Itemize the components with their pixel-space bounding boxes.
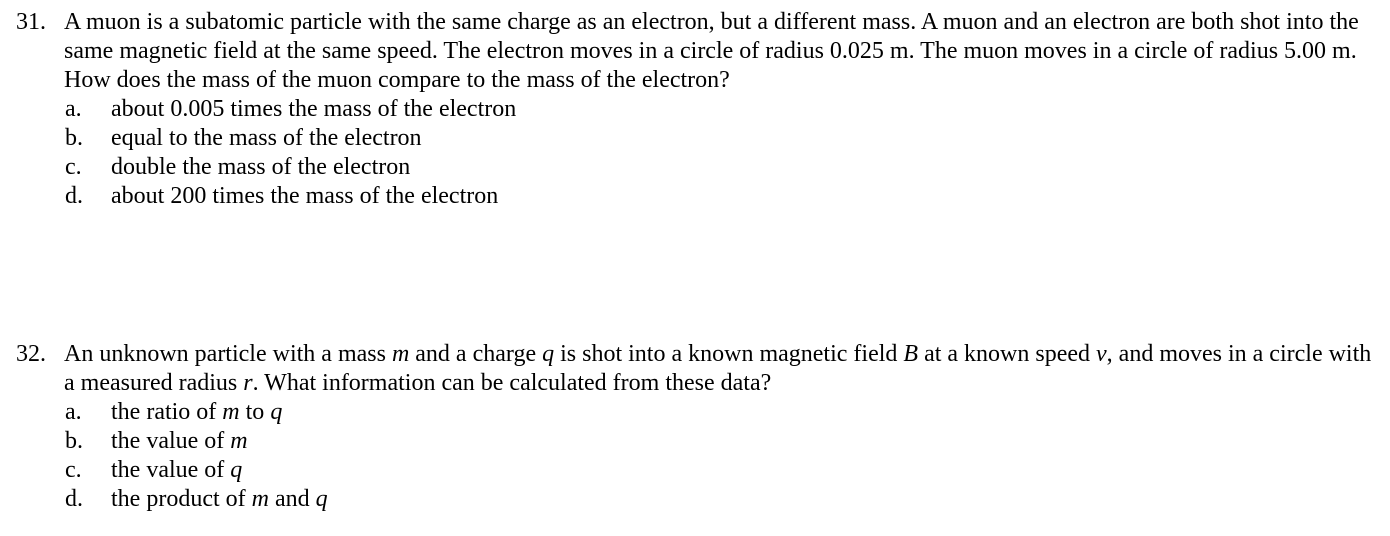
choice-letter: c. <box>65 457 82 483</box>
choice-text: equal to the mass of the electron <box>111 125 422 151</box>
variable-q: q <box>230 457 243 483</box>
choice-letter: b. <box>65 428 83 454</box>
choice-text <box>111 485 1376 514</box>
stem-text: is shot into a known magnetic field <box>554 341 904 367</box>
variable-q: q <box>542 341 555 367</box>
choice-text: about 200 times the mass of the electron <box>111 183 499 209</box>
choice-text-part: the value of <box>111 428 231 454</box>
choice-b <box>64 124 1376 153</box>
choice-d <box>64 485 1376 514</box>
choice-letter: c. <box>65 154 82 180</box>
question-number: 32. <box>16 341 46 367</box>
choice-c <box>64 153 1376 182</box>
choice-text-part: the value of <box>111 457 231 483</box>
choice-b <box>64 427 1376 456</box>
stem-text: and a charge <box>409 341 543 367</box>
choice-text-part: and <box>268 486 316 512</box>
answer-choices <box>64 95 1376 211</box>
stem-text: , and moves in a circle with a measured radius <box>64 341 1372 396</box>
choice-text: double the mass of the electron <box>111 154 411 180</box>
question-number: 31. <box>16 9 46 35</box>
variable-m: m <box>222 399 240 425</box>
question-32 <box>16 340 1376 514</box>
answer-choices <box>64 398 1376 514</box>
choice-text <box>111 427 1376 456</box>
variable-q: q <box>270 399 283 425</box>
question-stem: A muon is a subatomic particle with the same charge as an electron, but a different mass. A muon and an electron are both shot into the same magnetic field at the same speed. The electron moves in a circle of radius 0.025 m. The muon moves in a circle of radius 5.00 m. How does the mass of the muon compare to the mass of the electron? <box>64 9 1359 93</box>
choice-text: about 0.005 times the mass of the electron <box>111 96 517 122</box>
choice-d <box>64 182 1376 211</box>
variable-m: m <box>251 486 269 512</box>
variable-m: m <box>230 428 248 454</box>
choice-letter: d. <box>65 183 83 209</box>
stem-text: at a known speed <box>918 341 1097 367</box>
stem-text: An unknown particle with a mass <box>64 341 392 367</box>
variable-q: q <box>315 486 328 512</box>
question-31 <box>16 8 1376 211</box>
choice-c <box>64 456 1376 485</box>
choice-text-part: to <box>239 399 271 425</box>
choice-text <box>111 456 1376 485</box>
choice-a <box>64 95 1376 124</box>
choice-text-part: the product of <box>111 486 252 512</box>
question-31-stem-row <box>16 8 1376 95</box>
variable-v: v <box>1096 341 1107 367</box>
stem-text: . What information can be calculated from these data? <box>252 370 772 396</box>
choice-text-part: the ratio of <box>111 399 223 425</box>
question-32-stem-row <box>16 340 1376 398</box>
choice-letter: b. <box>65 125 83 151</box>
choice-a <box>64 398 1376 427</box>
variable-r: r <box>243 370 253 396</box>
choice-letter: a. <box>65 96 82 122</box>
choice-letter: a. <box>65 399 82 425</box>
variable-m: m <box>391 341 410 367</box>
choice-letter: d. <box>65 486 83 512</box>
question-stem <box>64 340 1376 398</box>
variable-b: B <box>903 341 919 367</box>
choice-text <box>111 398 1376 427</box>
